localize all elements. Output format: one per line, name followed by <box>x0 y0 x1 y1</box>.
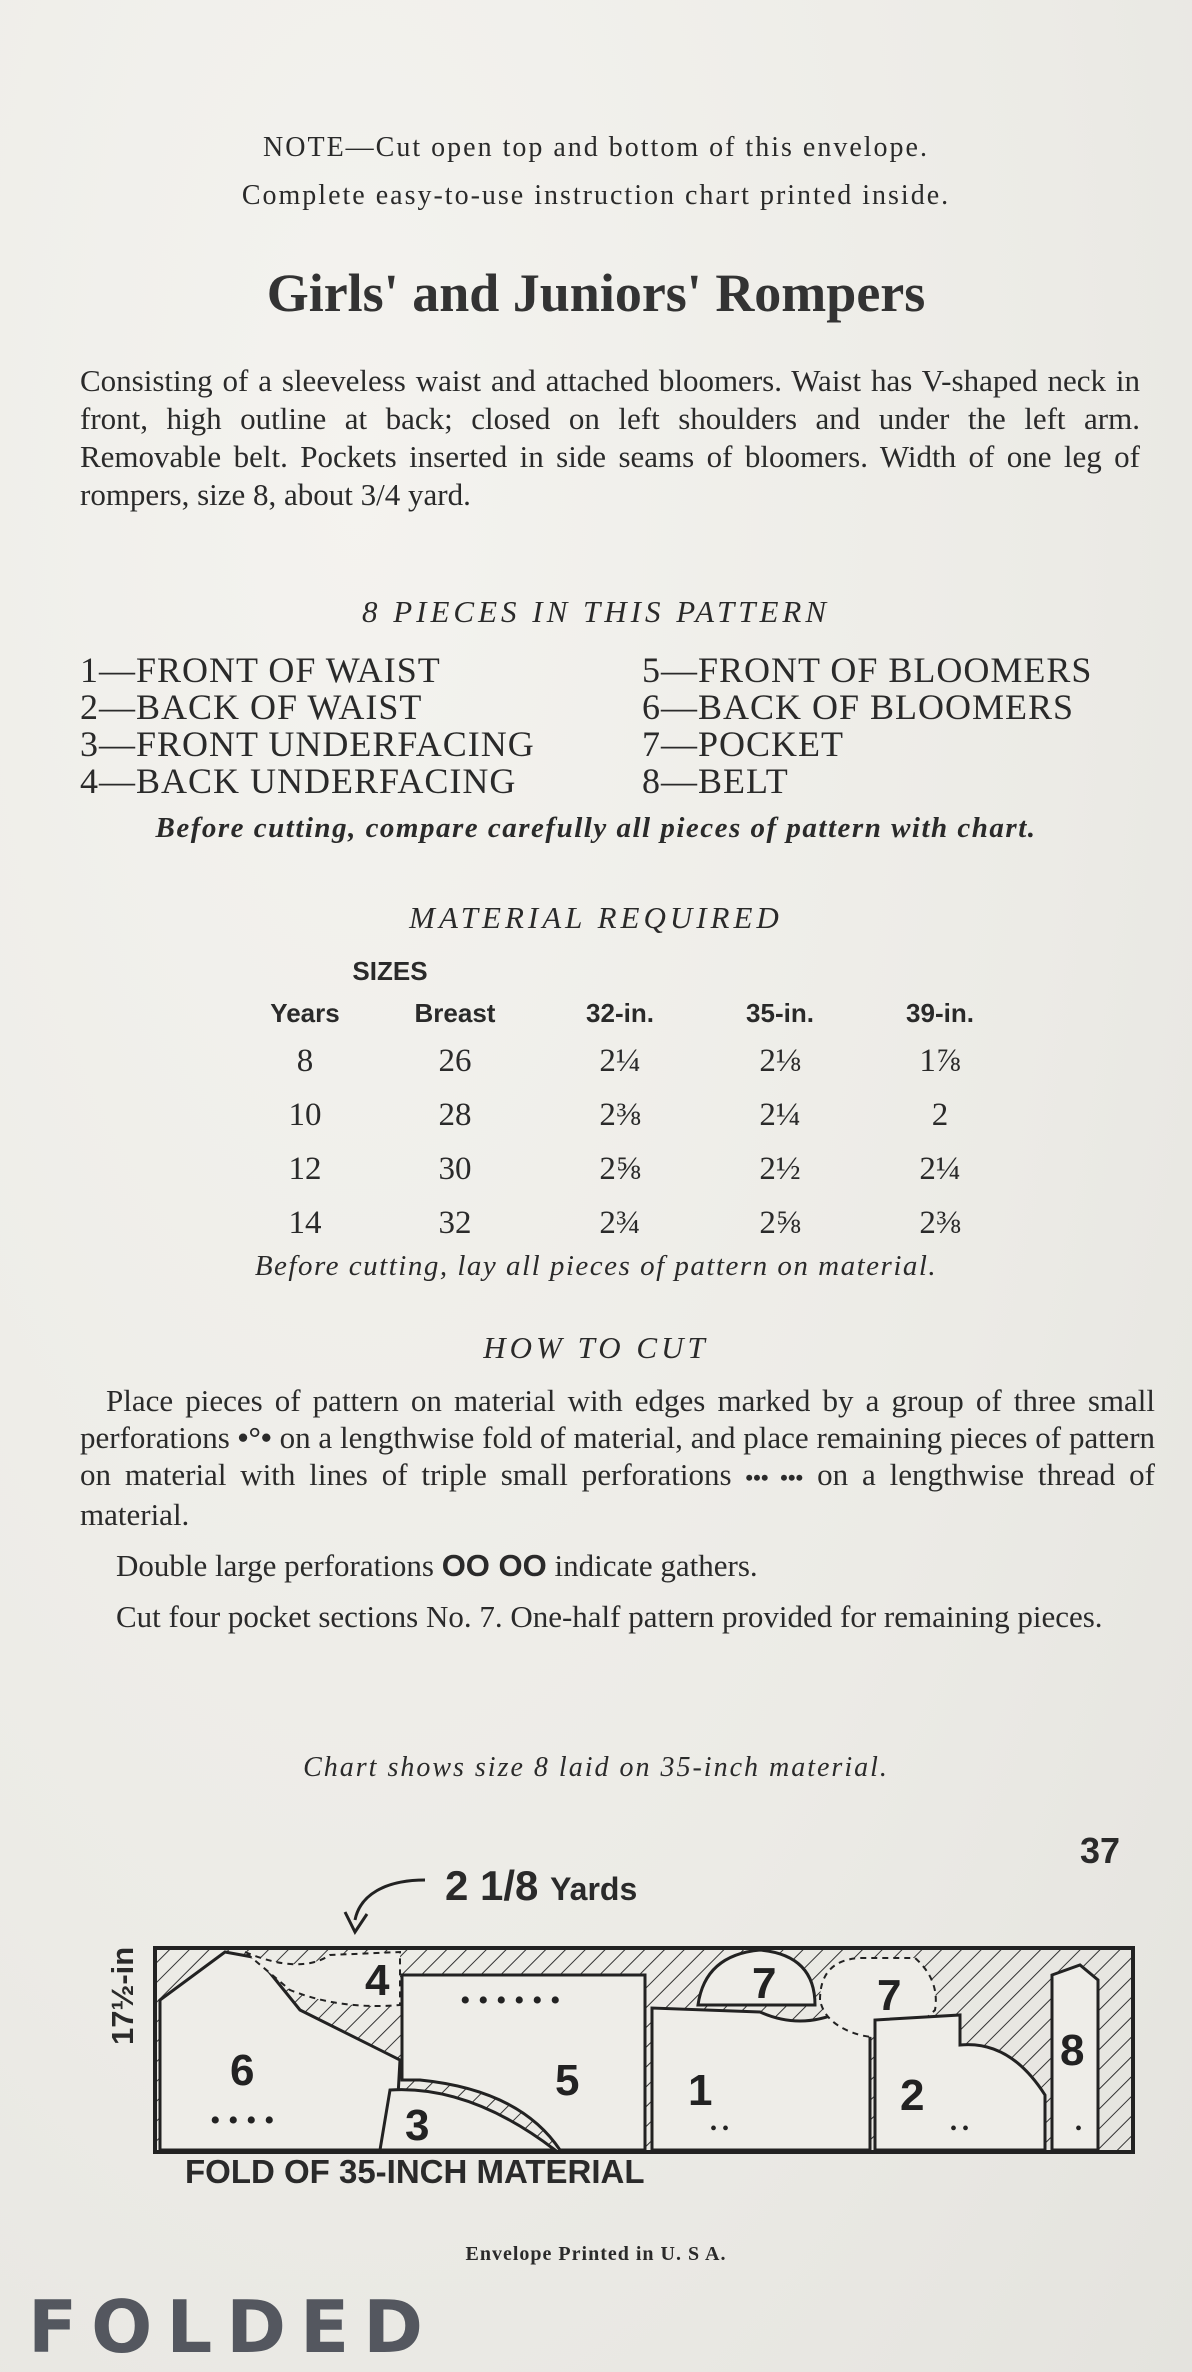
col-header: 39-in. <box>906 997 974 1028</box>
piece-label: 6 <box>230 2046 255 2095</box>
cut-paragraph-3: Cut four pocket sections No. 7. One-half pattern provided for remaining pieces. <box>116 1599 1103 1634</box>
fold-label: FOLD OF 35-INCH MATERIAL <box>185 2153 645 2190</box>
piece-label: 7 <box>877 1971 902 2020</box>
piece-item: 4—BACK UNDERFACING <box>80 761 517 801</box>
table-cell: 2 <box>931 1096 949 1133</box>
lay-caution: Before cutting, lay all pieces of pattern on material. <box>254 1250 938 1282</box>
piece-item: 5—FRONT OF BLOOMERS <box>642 650 1093 690</box>
printed-in-usa: Envelope Printed in U. S A. <box>465 2243 727 2265</box>
piece-item: 3—FRONT UNDERFACING <box>80 724 535 764</box>
small-perforations-symbol: •°• <box>237 1420 272 1455</box>
piece-label: 5 <box>555 2056 580 2105</box>
pieces-heading: 8 PIECES IN THIS PATTERN <box>361 594 830 629</box>
piece-item: 6—BACK OF BLOOMERS <box>642 687 1075 727</box>
cut-text: indicate gathers. <box>554 1548 758 1583</box>
perforation-mark: • <box>1075 2118 1083 2140</box>
page-number: 37 <box>1080 1830 1121 1871</box>
material-width-label: 17½-in <box>105 1946 140 2045</box>
table-cell: 2¼ <box>759 1096 801 1133</box>
table-cell: 14 <box>288 1204 322 1241</box>
table-cell: 28 <box>438 1096 472 1133</box>
perforation-mark: • • <box>950 2118 970 2140</box>
col-header: 35-in. <box>746 997 814 1028</box>
piece-label: 2 <box>900 2071 925 2120</box>
perforation-mark: • • <box>710 2118 730 2140</box>
col-header: 32-in. <box>586 997 654 1028</box>
perforation-mark: • • • • <box>210 2104 275 2137</box>
col-header: Breast <box>414 997 496 1028</box>
cut-text: Double large perforations <box>116 1548 434 1583</box>
yards-value: 2 1/8 <box>445 1862 539 1909</box>
table-cell: 8 <box>296 1042 314 1079</box>
table-cell: 2¼ <box>919 1150 961 1187</box>
sizes-label: SIZES <box>352 955 428 986</box>
pattern-title: Girls' and Juniors' Rompers <box>266 263 926 323</box>
cut-text: on a lengthwise fold of material, and place remaining pieces of pattern on material with lines of triple small perforations <box>80 1420 1156 1492</box>
triple-perforations-symbol: ••• ••• <box>745 1465 804 1490</box>
folded-stamp: FOLDED <box>28 2285 437 2369</box>
how-to-cut-heading: HOW TO CUT <box>483 1330 709 1365</box>
table-cell: 2⅜ <box>599 1096 641 1133</box>
yards-unit: Yards <box>550 1871 638 1907</box>
table-cell: 2⅝ <box>759 1204 801 1241</box>
table-cell: 26 <box>438 1042 472 1079</box>
note-line-1: NOTE—Cut open top and bottom of this envelope. <box>263 132 929 163</box>
compare-caution: Before cutting, compare carefully all pieces of pattern with chart. <box>155 812 1037 844</box>
table-cell: 2¼ <box>599 1042 641 1079</box>
table-cell: 30 <box>438 1150 472 1187</box>
piece-label: 7 <box>752 1959 777 2008</box>
table-cell: 2⅛ <box>759 1042 801 1079</box>
note-line-2: Complete easy-to-use instruction chart printed inside. <box>241 180 951 211</box>
piece-label: 8 <box>1060 2026 1085 2075</box>
chart-caption: Chart shows size 8 laid on 35-inch material. <box>303 1752 889 1783</box>
cut-text: on a lengthwise thread of material. <box>80 1457 1156 1532</box>
piece-item: 2—BACK OF WAIST <box>80 687 423 727</box>
piece-1-shape <box>652 2008 870 2150</box>
large-perforations-symbol: OO OO <box>441 1548 547 1583</box>
table-cell: 10 <box>288 1096 322 1133</box>
table-cell: 2¾ <box>599 1204 641 1241</box>
table-cell: 32 <box>438 1204 472 1241</box>
piece-label: 3 <box>405 2101 430 2150</box>
perforation-mark: • • • • • • <box>460 1984 561 2017</box>
pattern-description: Consisting of a sleeveless waist and attached bloomers. Waist has V-shaped neck in front, high outline at back; closed on left shoulders and under the left arm. Removable belt. Pockets inserted in side seams of bloomers. Width of one leg of rompers, size 8, about 3/4 yard. <box>80 363 1140 512</box>
table-cell: 2⅝ <box>599 1150 641 1187</box>
table-cell: 12 <box>288 1150 322 1187</box>
piece-label: 1 <box>688 2066 713 2115</box>
piece-label: 4 <box>365 1956 390 2005</box>
piece-item: 1—FRONT OF WAIST <box>80 650 441 690</box>
col-header: Years <box>270 997 340 1028</box>
table-cell: 2½ <box>759 1150 801 1187</box>
cut-text: Place pieces of pattern on material with edges marked by a group of three small perforations <box>80 1383 1155 1455</box>
piece-item: 7—POCKET <box>642 724 845 764</box>
piece-item: 8—BELT <box>642 761 789 801</box>
material-heading: MATERIAL REQUIRED <box>409 900 783 935</box>
table-cell: 1⅞ <box>919 1042 961 1079</box>
table-cell: 2⅜ <box>919 1204 961 1241</box>
